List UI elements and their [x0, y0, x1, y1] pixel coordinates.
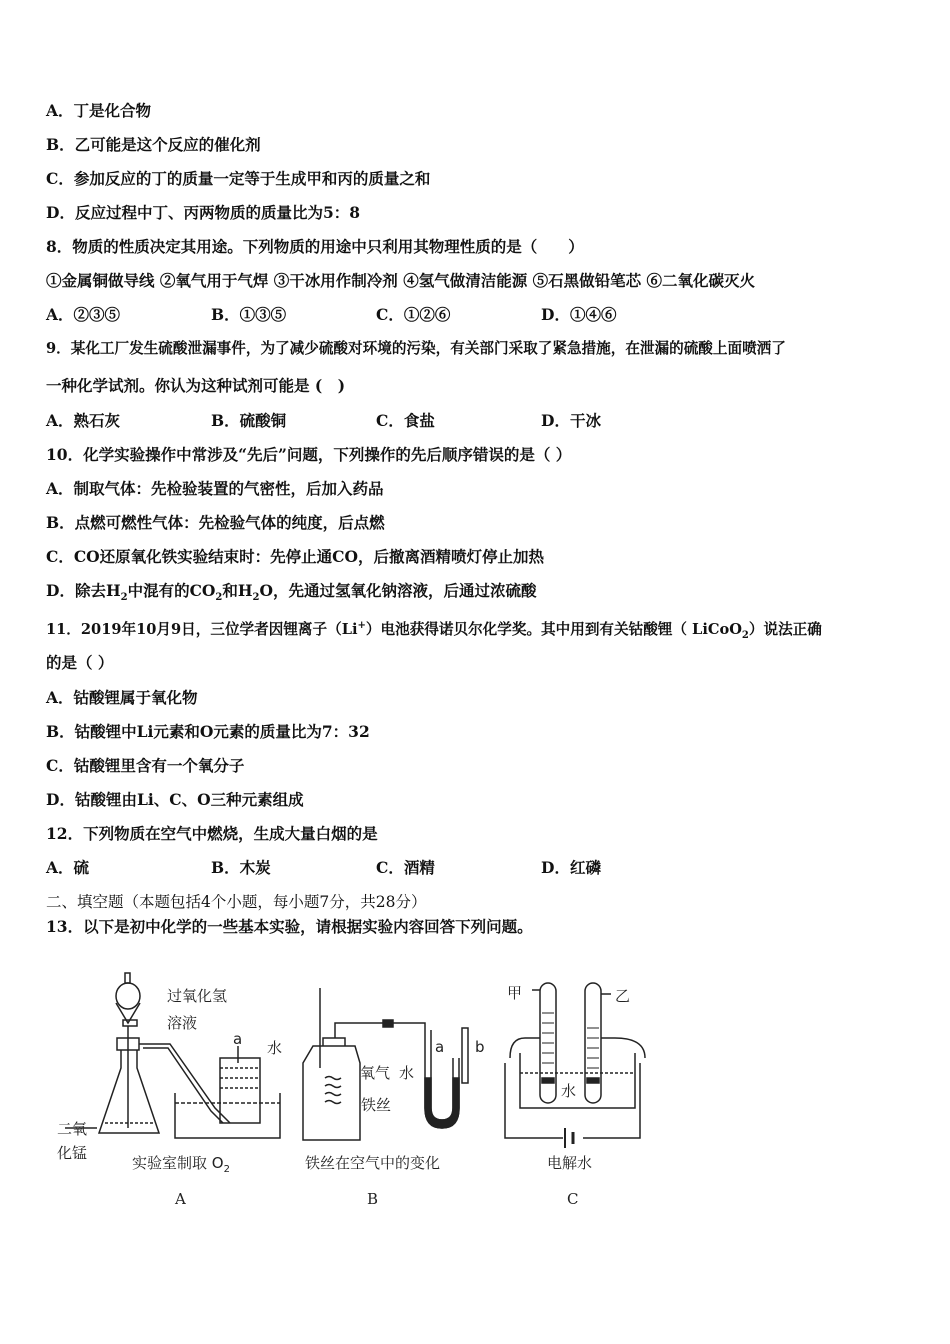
q8-option-b: B．①③⑤ [211, 305, 287, 324]
q9-stem-1: 9．某化工厂发生硫酸泄漏事件，为了减少硫酸对环境的污染，有关部门采取了紧急措施，在泄漏的硫酸上面喷洒了 [46, 340, 786, 357]
fig-a-caption [132, 1154, 230, 1175]
q12-option-b: B．木炭 [211, 858, 271, 877]
fig-a-caption-text: 实验室制取 O [132, 1154, 224, 1172]
q9-option-c: C．食盐 [376, 411, 435, 430]
q7-option-b: B．乙可能是这个反应的催化剂 [46, 135, 261, 154]
fig-a-label-a: a [233, 1030, 243, 1048]
fig-c-caption: 电解水 [547, 1154, 593, 1172]
q10-option-b: B．点燃可燃性气体：先检验气体的纯度，后点燃 [46, 513, 385, 532]
q13-stem: 13．以下是初中化学的一些基本实验，请根据实验内容回答下列问题。 [46, 917, 533, 936]
u-tube-arm-b [462, 1028, 468, 1083]
q11-stem-part-2: ）电池获得诺贝尔化学奖。其中用到有关钴酸锂（ LiCoO [365, 620, 742, 638]
fig-b-label-b: b [475, 1038, 485, 1056]
q11-stem-sup: + [357, 620, 366, 631]
fig-a-label-water: 水 [267, 1039, 283, 1057]
separatory-funnel-bulb [116, 983, 140, 1009]
q7-option-a: A．丁是化合物 [46, 101, 152, 120]
jar-stopper [323, 1038, 345, 1046]
delivery-tube-inner [143, 1048, 223, 1123]
q10-d-sub-2: 2 [215, 592, 223, 604]
q7-option-d: D．反应过程中丁、丙两物质的质量比为5：8 [46, 203, 361, 222]
q11-stem-2: 的是（ ） [46, 653, 114, 672]
q9-option-d: D．干冰 [541, 411, 601, 430]
q11-option-c: C．钴酸锂里含有一个氧分子 [46, 756, 245, 775]
u-tube-water [425, 1078, 459, 1128]
funnel-stopper [125, 973, 130, 983]
connecting-tube [335, 1023, 405, 1038]
fig-b-label-iron: 铁丝 [361, 1096, 392, 1114]
q10-d-part-4: O，先通过氢氧化钠溶液，后通过浓硫酸 [259, 581, 537, 600]
fig-c-letter: C [567, 1190, 579, 1208]
q10-d-sub-1: 2 [120, 592, 128, 604]
electrode-jia [542, 1078, 554, 1083]
q12-option-c: C．酒精 [376, 858, 435, 877]
fig-c-label-jia: 甲 [507, 984, 523, 1002]
fig-c-label-yi: 乙 [615, 987, 631, 1005]
q10-d-part-1: D．除去H [46, 581, 121, 600]
fig-b-label-a: a [435, 1038, 445, 1056]
q8-option-d: D．①④⑥ [541, 305, 617, 324]
q10-option-a: A．制取气体：先检验装置的气密性，后加入药品 [46, 479, 384, 498]
fig-a-label-mno2-1: 二氧 [57, 1120, 88, 1138]
q10-option-d [46, 581, 537, 608]
fig-b-caption: 铁丝在空气中的变化 [305, 1154, 441, 1172]
q10-stem: 10．化学实验操作中常涉及“先后”问题，下列操作的先后顺序错误的是（ ） [46, 445, 572, 464]
q9-option-a: A．熟石灰 [46, 411, 121, 430]
q9-stem-2: 一种化学试剂。你认为这种试剂可能是 ( ) [46, 376, 346, 395]
q12-option-a: A．硫 [46, 858, 90, 877]
q11-option-b: B．钴酸锂中Li元素和O元素的质量比为7：32 [46, 722, 370, 741]
fig-a-label-h2o2: 过氧化氢 [167, 987, 228, 1005]
circuit-wire [505, 1063, 640, 1138]
q12-stem: 12．下列物质在空气中燃烧，生成大量白烟的是 [46, 824, 378, 843]
delivery-tube [139, 1044, 230, 1123]
q11-stem-part-1: 11．2019年10月9日，三位学者因锂离子（Li [46, 620, 358, 638]
water-trough [175, 1093, 280, 1138]
fig-b-label-oxygen: 氧气 [360, 1064, 391, 1082]
q10-d-part-3: 和H [222, 581, 253, 600]
q8-option-c: C．①②⑥ [376, 305, 451, 324]
apparatus-c [505, 983, 645, 1148]
fig-a-label-mno2-2: 化锰 [57, 1144, 88, 1162]
experiment-figure [55, 968, 655, 1213]
iron-wire-coil [325, 1077, 341, 1104]
q11-stem-sub: 2 [741, 629, 749, 641]
q10-option-c: C．CO还原氧化铁实验结束时：先停止通CO，后撤离酒精喷灯停止加热 [46, 547, 545, 566]
tank-rim [510, 1038, 645, 1058]
electrode-yi [587, 1078, 599, 1083]
q11-option-d: D．钴酸锂由Li、C、O三种元素组成 [46, 790, 304, 809]
q11-stem-1 [46, 616, 822, 646]
fig-a-caption-sub: 2 [223, 1164, 230, 1175]
q8-stem: 8．物质的性质决定其用途。下列物质的用途中只利用其物理性质的是（ ） [46, 237, 584, 256]
q8-option-a: A．②③⑤ [46, 305, 121, 324]
electrolysis-tank [520, 1053, 635, 1108]
experiment-diagram [55, 968, 655, 1213]
q9-option-b: B．硫酸铜 [211, 411, 287, 430]
tube-graduations [542, 1013, 599, 1068]
q8-list: ①金属铜做导线 ②氧气用于气焊 ③干冰用作制冷剂 ④氢气做清洁能源 ⑤石黑做铅笔芯 ⑥二氧化碳灭火 [46, 271, 755, 290]
section-2-heading: 二、填空题（本题包括4个小题，每小题7分，共28分） [46, 893, 427, 911]
fig-c-label-water: 水 [561, 1082, 577, 1100]
q10-d-part-2: 中混有的CO [127, 581, 216, 600]
fig-a-letter: A [175, 1190, 186, 1208]
q12-option-d: D．红磷 [541, 858, 601, 877]
electrolysis-tube-yi [585, 983, 601, 1103]
q7-option-c: C．参加反应的丁的质量一定等于生成甲和丙的质量之和 [46, 169, 431, 188]
fig-b-label-water: 水 [399, 1064, 415, 1082]
fig-b-letter: B [367, 1190, 379, 1208]
q11-option-a: A．钴酸锂属于氧化物 [46, 688, 198, 707]
conical-flask [99, 1050, 159, 1133]
q10-d-sub-3: 2 [252, 592, 260, 604]
fig-a-label-solution: 溶液 [167, 1014, 198, 1032]
tube-clamp [383, 1020, 393, 1027]
q11-stem-part-3: ）说法正确 [748, 620, 822, 638]
